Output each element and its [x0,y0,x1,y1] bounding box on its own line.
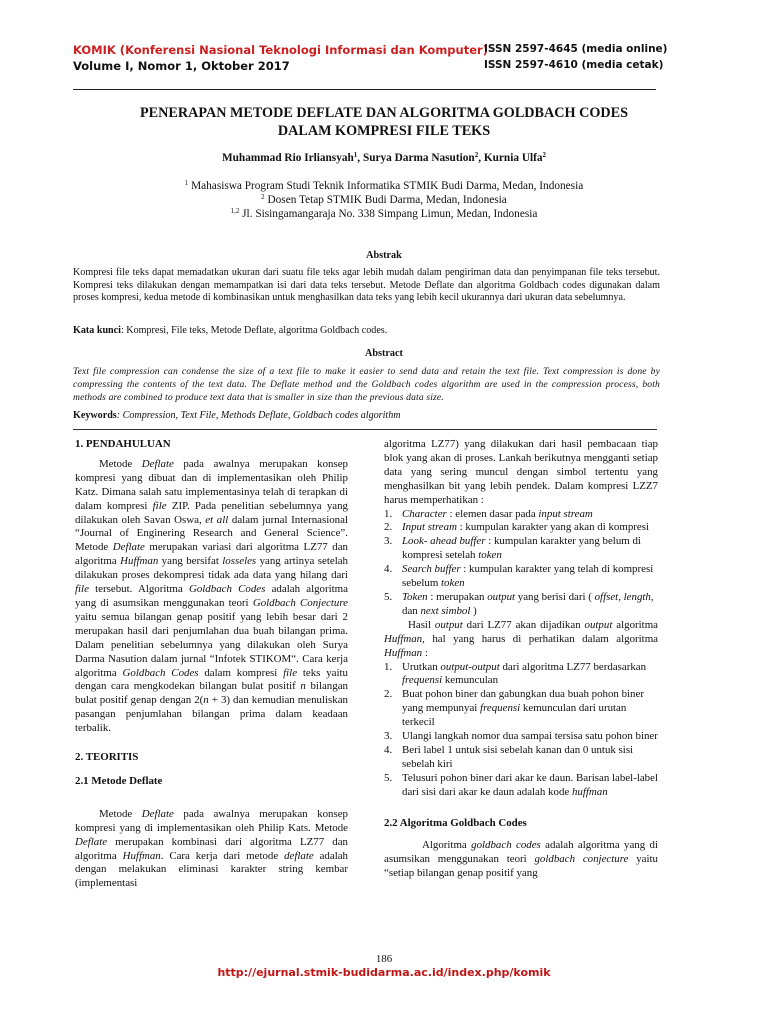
text-run: bilangan bulat positif genap dengan 2( [75,680,348,707]
italic-run: goldbach codes [471,839,541,852]
abstract-heading: Abstract [365,348,403,359]
list-item [384,688,658,730]
text-run: ZIP. Pada penelitian sebelumnya yang dilakukan oleh Savan Oswa, [75,499,348,526]
text-run: : kumpulan karakter yang akan di kompresi [456,521,649,534]
italic-run: Search buffer [402,563,461,576]
text-run: algoritma LZ77) yang dilakukan dari hasil pembacaan tiap blok yang akan di proses. Lankah berikutnya mengganti setiap data yang sering muncul dengan simbol tertentu yang menghasilkan bit yang lebih pendek. Dalam kompresi LZZ7 harus memperhatikan : [384,438,658,506]
italic-run: Huffman [120,555,159,568]
keywords-list: : Compression, Text File, Methods Deflate, Goldbach codes algorithm [116,410,401,421]
text-run: adalah algoritma yang di asumsikan menggunakan teori [384,839,658,866]
text-run: Hasil [408,618,435,631]
affiliation-mark: 2 [261,193,265,201]
affiliation [73,208,695,220]
italic-run: Deflate [141,807,174,820]
list-number: 5. [384,590,393,603]
italic-run: offset, length, [594,590,654,603]
text-run: dari algoritma LZ77 berdasarkan [499,660,647,673]
italic-run: file [283,666,298,679]
text-run: kemunculan dari urutan terkecil [402,702,627,729]
issn-online: ISSN 2597-4645 (media online) [484,43,668,55]
text-run: Buat pohon biner dan gabungkan dua buah pohon biner yang mempunyai [402,688,644,715]
author-affiliation-mark: 2 [474,151,479,159]
italic-run: huffman [571,785,608,798]
kata-kunci-list: : Kompresi, File teks, Metode Deflate, algoritma Goldbach codes. [120,325,388,336]
list-item [384,744,658,772]
text-run: Metode [99,457,142,470]
italic-run: Deflate [141,457,174,470]
abstrak-body: Kompresi file teks dapat memadatkan ukuran dari suatu file teks agar lebih mudah dalam pengiriman data dan penyimpanan file teks tersebut. Kompresi teks dilakukan dengan memampatkan isi dari data teks tersebut. Metode Deflate dan algoritma Goldbach codes digunakan dalam proses kompresi, kedua metode di kombinasikan untuk menghasilkan data teks yang lebih kecil ukurannya dari ukuran data sebelumnya. [73,267,660,303]
page-number: 186 [375,953,393,965]
text-run: ) [470,604,477,617]
list-number: 1. [384,507,393,520]
text-run: merupakan kombinasi dari algoritma LZ77 dan algoritma [75,835,348,862]
italic-run: Deflate [75,835,108,848]
text-run: + 3) dan kemudian menuliskan pasangan penjumlahan bilangan prima dalam keadaan terbalik. [75,694,348,735]
text-run: adalah dengan melakukan eliminasi karakter string kembar (implementasi [75,849,348,890]
subsection-heading: 2.2 Algoritma Goldbach Codes [384,816,527,829]
abstrak-heading: Abstrak [366,250,402,261]
italic-run: Token [402,590,428,603]
italic-run: Input stream [402,521,457,534]
italic-run: token [441,577,465,590]
italic-run: Huffman [384,646,423,659]
keywords-label: Keywords [73,410,117,421]
text-run: yang artinya setelah dilakukan proses dekompresi tidak ada data yang hilang dari [75,555,348,582]
list-number: 1. [384,660,393,673]
list-number: 3. [384,730,393,743]
author-affiliation-mark: 1 [353,151,358,159]
text-run: yang berisi dari ( [515,590,595,603]
text-run: yaitu semua bilangan genap positif yang lebih besar dari 2 merupakan hasil dari penjumlahan dua buah bilangan prima. Dalam penelitian sebelumnya yang dilakukan oleh Surya Darma Nasution dalam jurnal “Infotek STIKOM“. Cara kerja algoritma [75,610,348,679]
author-name: Muhammad Rio Irliansyah [221,152,354,164]
italic-run: Character [402,507,447,520]
lz77-list [384,508,658,619]
right-column [384,438,658,881]
text-run: merupakan variasi dari algoritma LZ77 dan algoritma [75,541,348,568]
text-run: Urutkan [402,660,441,673]
left-column [75,438,348,891]
journal-volume: Volume I, Nomor 1, Oktober 2017 [73,59,290,73]
list-number: 2. [384,688,393,701]
author-name: Kurnia Ulfa [483,152,543,164]
italic-run: output-output [440,660,500,673]
italic-run: n [300,680,306,693]
footer-link[interactable]: http://ejurnal.stmik-budidarma.ac.id/index.php/komik [217,966,551,979]
subsection-heading: 2.1 Metode Deflate [75,774,163,787]
affiliation-mark: 1,2 [230,207,240,215]
affiliation-text: Dosen Tetap STMIK Budi Darma, Medan, Indonesia [267,194,507,206]
list-item [384,508,658,522]
list-item [384,563,658,591]
text-run: : merupakan [427,590,488,603]
italic-run: deflate [284,849,314,862]
text-run: : elemen dasar pada [446,507,539,520]
list-number: 2. [384,521,393,534]
list-item [384,661,658,689]
list-number: 4. [384,563,393,576]
list-item [384,591,658,619]
italic-run: Deflate [112,541,145,554]
text-run: dalam jurnal Internasional “Journal of Enginering Research and General Science”. Metode [75,513,348,554]
text-run: Telusuri pohon biner dari akar ke daun. Barisan label-label dari sisi dari akar ke daun adalah kode [402,771,658,798]
text-run: dari LZ77 akan dijadikan [462,618,585,631]
list-number: 3. [384,535,393,548]
kata-kunci-line [73,325,660,338]
text-run: Beri label 1 untuk sisi sebelah kanan dan 0 untuk sisi sebelah kiri [402,743,634,770]
italic-run: file [75,583,89,596]
kata-kunci-label: Kata kunci [73,325,121,336]
affiliation-text: Jl. Sisingamangaraja No. 338 Simpang Limun, Medan, Indonesia [242,208,538,220]
abstract-body: Text file compression can condense the size of a text file to make it easier to send data and retain the text file. Text compression is done by compressing the contents of the text data. The Deflate method and the Goldbach codes algorithm are used in the compression process, both methods are combined to produce text data that is smaller in size than the previous data size. [73,366,660,403]
italic-run: file [152,499,167,512]
affiliation-text: Mahasiswa Program Studi Teknik Informatika STMIK Budi Darma, Medan, Indonesia [191,180,584,192]
italic-run: Huffman [384,632,423,645]
text-run: tersebut. Algoritma [88,583,189,596]
body-paragraph [384,839,658,881]
text-run: : [422,646,428,659]
italic-run: input stream [538,507,593,520]
text-run: teks yaitu dengan cara mengkodekan bilangan bulat positif [75,666,348,693]
issn-print: ISSN 2597-4610 (media cetak) [484,59,664,71]
list-number: 4. [384,743,393,756]
text-run: adalah algoritma yang di asumsikan menggunakan teori [75,583,348,609]
header-divider [73,89,656,90]
abstract-divider [73,429,657,430]
body-paragraph [384,619,658,661]
text-run: Ulangi langkah nomor dua sampai tersisa satu pohon biner [402,730,658,743]
text-run: yaitu “setiap bilangan genap positif yang [384,853,659,880]
italic-run: token [478,549,502,562]
body-paragraph [384,438,658,508]
list-item [384,730,658,744]
huffman-steps-list [384,661,658,800]
section-heading: 2. TEORITIS [75,751,139,764]
author-name: Surya Darma Nasution [362,152,475,164]
affiliation [73,180,695,192]
italic-run: losseles [222,555,257,568]
italic-run: et all [205,513,229,526]
italic-run: Goldbach Codes [188,583,266,596]
conference-name: KOMIK (Konferensi Nasional Teknologi Informasi dan Komputer) [73,43,488,57]
text-run: dan [402,604,421,617]
text-run: pada awalnya merupakan konsep kompresi yang dibuat dan di implementasikan oleh Philip Katz. Dimana salah satu implementasinya telah di terapkan di dalam kompresi [75,457,348,512]
text-run: pada awalnya merupakan konsep kompresi yang di implementasikan oleh Philip Kats. Metode [75,807,348,834]
title-line: PENERAPAN METODE DEFLATE DAN ALGORITMA GOLDBACH CODES [140,105,628,121]
italic-run: Huffman [122,849,161,862]
list-number: 5. [384,771,393,784]
text-run: . Cara kerja dari metode [160,849,285,862]
list-item [384,521,658,535]
italic-run: next simbol [420,604,471,617]
text-run: , hal yang harus di perhatikan dalam algoritma [422,632,658,645]
title-line: DALAM KOMPRESI FILE TEKS [277,123,491,139]
author-list [73,152,695,164]
author-separator: , [478,152,484,164]
italic-run: output [487,590,516,603]
italic-run: frequensi [402,674,443,687]
text-run: Metode [99,807,142,820]
list-item [384,772,658,800]
body-paragraph [75,808,348,891]
italic-run: frequensi [480,702,521,715]
italic-run: Goldbach Codes [122,666,199,679]
list-item [384,535,658,563]
italic-run: Look- ahead buffer [402,535,486,548]
italic-run: output [434,618,463,631]
author-affiliation-mark: 2 [542,151,547,159]
body-paragraph [75,458,348,736]
keywords-line [73,410,660,423]
text-run: : kumpulan karakter yang belum di kompresi setelah [402,535,641,562]
text-run: : kumpulan karakter yang telah di kompresi sebelum [402,563,654,590]
text-run: dalam kompresi [198,666,284,679]
text-run: kemunculan [442,674,499,687]
italic-run: output [584,618,613,631]
author-separator: , [357,152,363,164]
italic-run: n [203,694,209,707]
affiliation-mark: 1 [184,179,189,187]
italic-run: goldbach conjecture [534,853,629,866]
text-run: algoritma [612,618,659,631]
affiliation [73,194,695,206]
text-run: Algoritma [422,839,472,852]
text-run: yang bersifat [158,555,223,568]
section-heading: 1. PENDAHULUAN [75,438,171,450]
paper-title [73,104,695,140]
italic-run: Goldbach Conjecture [252,596,348,609]
